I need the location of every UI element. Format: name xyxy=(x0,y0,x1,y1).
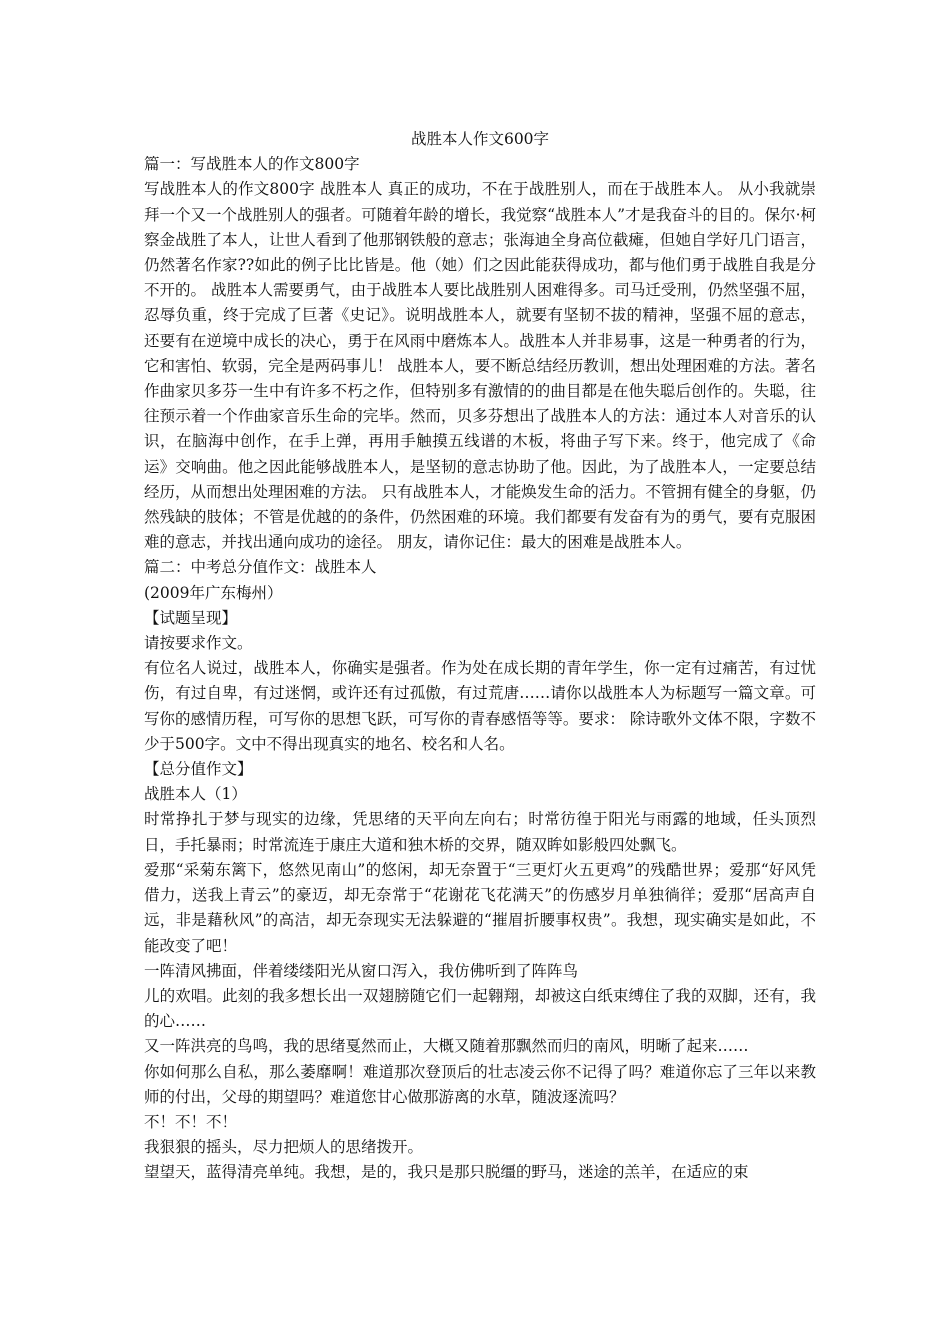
section-heading-2: 篇二：中考总分值作文：战胜本人 xyxy=(144,558,377,577)
exam-source: (2009年广东梅州） xyxy=(144,583,283,602)
body-paragraph: 请按要求作文。 xyxy=(144,634,253,653)
document-title: 战胜本人作文600字 xyxy=(410,130,550,148)
body-paragraph: 爱那“采菊东篱下，悠然见南山”的悠闲，却无奈置于“三更灯火五更鸡”的残酷世界；爱那“好风凭借力，送我上青云”的豪迈，却无奈常于“花谢花飞花满天”的伤感岁月单独徜徉；爱那“居高声自远，非是藉秋风”的高洁，却无奈现实无法躲避的“摧眉折腰事权贵”。我想，现实确实是如此，不能改变了吧！ xyxy=(144,860,816,955)
document-body xyxy=(144,127,816,1186)
subheading-question: 【试题呈现】 xyxy=(144,608,238,627)
body-paragraph: 时常挣扎于梦与现实的边缘，凭思绪的天平向左向右；时常彷徨于阳光与雨露的地域，任头顶烈日，手托暴雨；时常流连于康庄大道和独木桥的交界，随双眸如影般四处飘飞。 xyxy=(144,810,816,854)
body-paragraph: 一阵清风拂面，伴着缕缕阳光从窗口泻入，我仿佛听到了阵阵鸟 xyxy=(144,961,579,980)
body-paragraph: 儿的欢唱。此刻的我多想长出一双翅膀随它们一起翱翔，却被这白纸束缚住了我的双脚，还有，我的心…… xyxy=(144,986,816,1031)
body-paragraph: 不！不！不！ xyxy=(144,1112,238,1131)
body-paragraph: 又一阵洪亮的鸟鸣，我的思绪戛然而止，大概又随着那飘然而归的南风，明晰了起来…… xyxy=(144,1037,749,1056)
body-paragraph: 我狠狠的摇头，尽力把烦人的思绪拨开。 xyxy=(144,1138,424,1157)
essay-title: 战胜本人（1） xyxy=(144,785,247,804)
body-paragraph: 你如何那么自私，那么萎靡啊！难道那次登顶后的壮志凌云你不记得了吗？难道你忘了三年以来教师的付出，父母的期望吗？难道您甘心做那游离的水草，随波逐流吗？ xyxy=(144,1062,816,1106)
body-paragraph: 有位名人说过，战胜本人，你确实是强者。作为处在成长期的青年学生，你一定有过痛苦，有过忧伤，有过自卑，有过迷惘，或许还有过孤傲，有过荒唐……请你以战胜本人为标题写一篇文章。可写你的感情历程，可写你的思想飞跃，可写你的青春感悟等等。要求： 除诗歌外文体不限，字数不少于500字。文中不得出现真实的地名、校名和人名。 xyxy=(144,659,816,753)
body-paragraph: 写战胜本人的作文800字 战胜本人 真正的成功，不在于战胜别人，而在于战胜本人。 从小我就崇拜一个又一个战胜别人的强者。可随着年龄的增长，我觉察“战胜本人”才是我奋斗的目的。保尔·柯察金战胜了本人，让世人看到了他那钢铁般的意志；张海迪全身高位截瘫，但她自学好几门语言，仍然著名作家??如此的例子比比皆是。他（她）们之因此能获得成功，都与他们勇于战胜自我是分不开的。 战胜本人需要勇气，由于战胜本人要比战胜别人困难得多。司马迁受刑，仍然坚强不屈，忍辱负重，终于完成了巨著《史记》。说明战胜本人，就要有坚韧不拔的精神，坚强不屈的意志，还要有在逆境中成长的决心，勇于在风雨中磨炼本人。战胜本人并非易事，这是一种勇者的行为，它和害怕、软弱，完全是两码事儿！ 战胜本人，要不断总结经历教训，想出处理困难的方法。著名作曲家贝多芬一生中有许多不朽之作，但特别多有激情的的曲目都是在他失聪后创作的。失聪，往往预示着一个作曲家音乐生命的完毕。然而，贝多芬想出了战胜本人的方法：通过本人对音乐的认识，在脑海中创作，在手上弹，再用手触摸五线谱的木板，将曲子写下来。终于，他完成了《命运》交响曲。他之因此能够战胜本人，是坚韧的意志协助了他。因此，为了战胜本人，一定要总结经历，从而想出处理困难的方法。 只有战胜本人，才能焕发生命的活力。不管拥有健全的身躯，仍然残缺的肢体；不管是优越的的条件，仍然困难的环境。我们都要有发奋有为的勇气，要有克服困难的意志，并找出通向成功的途径。 朋友，请你记住：最大的困难是战胜本人。 xyxy=(144,180,816,552)
subheading-essay: 【总分值作文】 xyxy=(144,760,253,779)
body-paragraph: 望望天，蓝得清亮单纯。我想，是的，我只是那只脱缰的野马，迷途的羔羊，在适应的束 xyxy=(144,1163,749,1182)
section-heading-1: 篇一：写战胜本人的作文800字 xyxy=(144,155,360,174)
